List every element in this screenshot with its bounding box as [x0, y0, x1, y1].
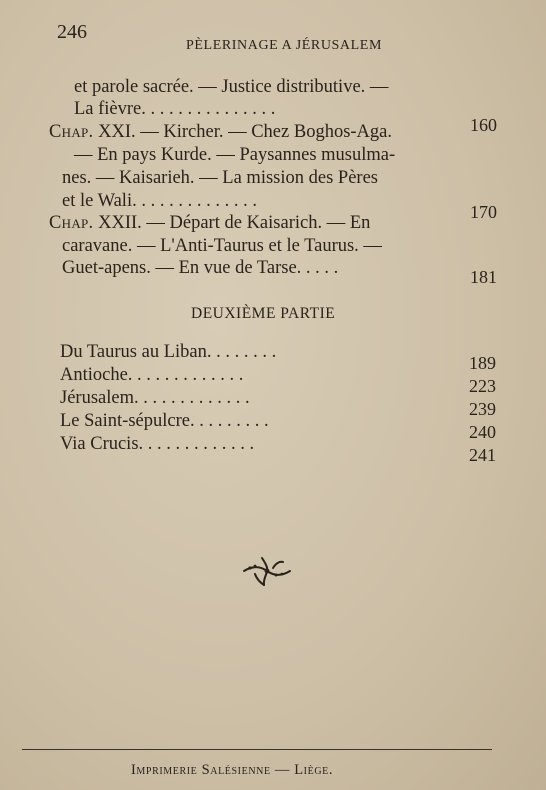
section-title: DEUXIÈME PARTIE: [191, 305, 336, 322]
toc-page-number: 181: [470, 267, 497, 287]
chapter-prefix: Chap.: [49, 213, 94, 233]
toc-page-number: 223: [469, 376, 496, 396]
printer-imprint: Imprimerie Salésienne — Liège.: [131, 762, 334, 778]
page-number: 246: [57, 21, 87, 43]
toc-chapter-line: Chap. XXII. — Départ de Kaisarich. — En: [49, 213, 371, 233]
toc-entry: Via Crucis. . . . . . . . . . . . .: [60, 434, 255, 454]
toc-page-number: 189: [469, 353, 496, 373]
toc-page-number: 241: [469, 445, 496, 465]
toc-page-number: 160: [470, 115, 497, 135]
toc-line: Guet-apens. — En vue de Tarse. . . . .: [62, 258, 339, 278]
toc-line: nes. — Kaisarieh. — La mission des Pères: [62, 168, 378, 188]
toc-line: et parole sacrée. — Justice distributive. —: [74, 77, 389, 97]
toc-page-number: 239: [469, 399, 496, 419]
toc-entry: Antioche. . . . . . . . . . . . .: [60, 365, 244, 385]
footer-rule: [22, 749, 492, 750]
chapter-prefix: Chap.: [49, 122, 94, 142]
toc-entry: Du Taurus au Liban. . . . . . . .: [60, 342, 277, 362]
toc-line: — En pays Kurde. — Paysannes musulma-: [74, 145, 396, 165]
toc-page-number: 240: [469, 422, 496, 442]
running-head: PÈLERINAGE A JÉRUSALEM: [186, 38, 382, 53]
fleuron-ornament-icon: [240, 554, 294, 588]
toc-line: et le Wali. . . . . . . . . . . . . .: [62, 191, 257, 211]
toc-page-number: 170: [470, 202, 497, 222]
toc-chapter-line: Chap. XXI. — Kircher. — Chez Boghos-Aga.: [49, 122, 392, 142]
toc-line: caravane. — L'Anti-Taurus et le Taurus. —: [62, 236, 382, 256]
toc-entry: Le Saint-sépulcre. . . . . . . . .: [60, 411, 269, 431]
toc-entry: Jérusalem. . . . . . . . . . . . .: [60, 388, 250, 408]
toc-line: La fièvre. . . . . . . . . . . . . . .: [74, 99, 276, 119]
